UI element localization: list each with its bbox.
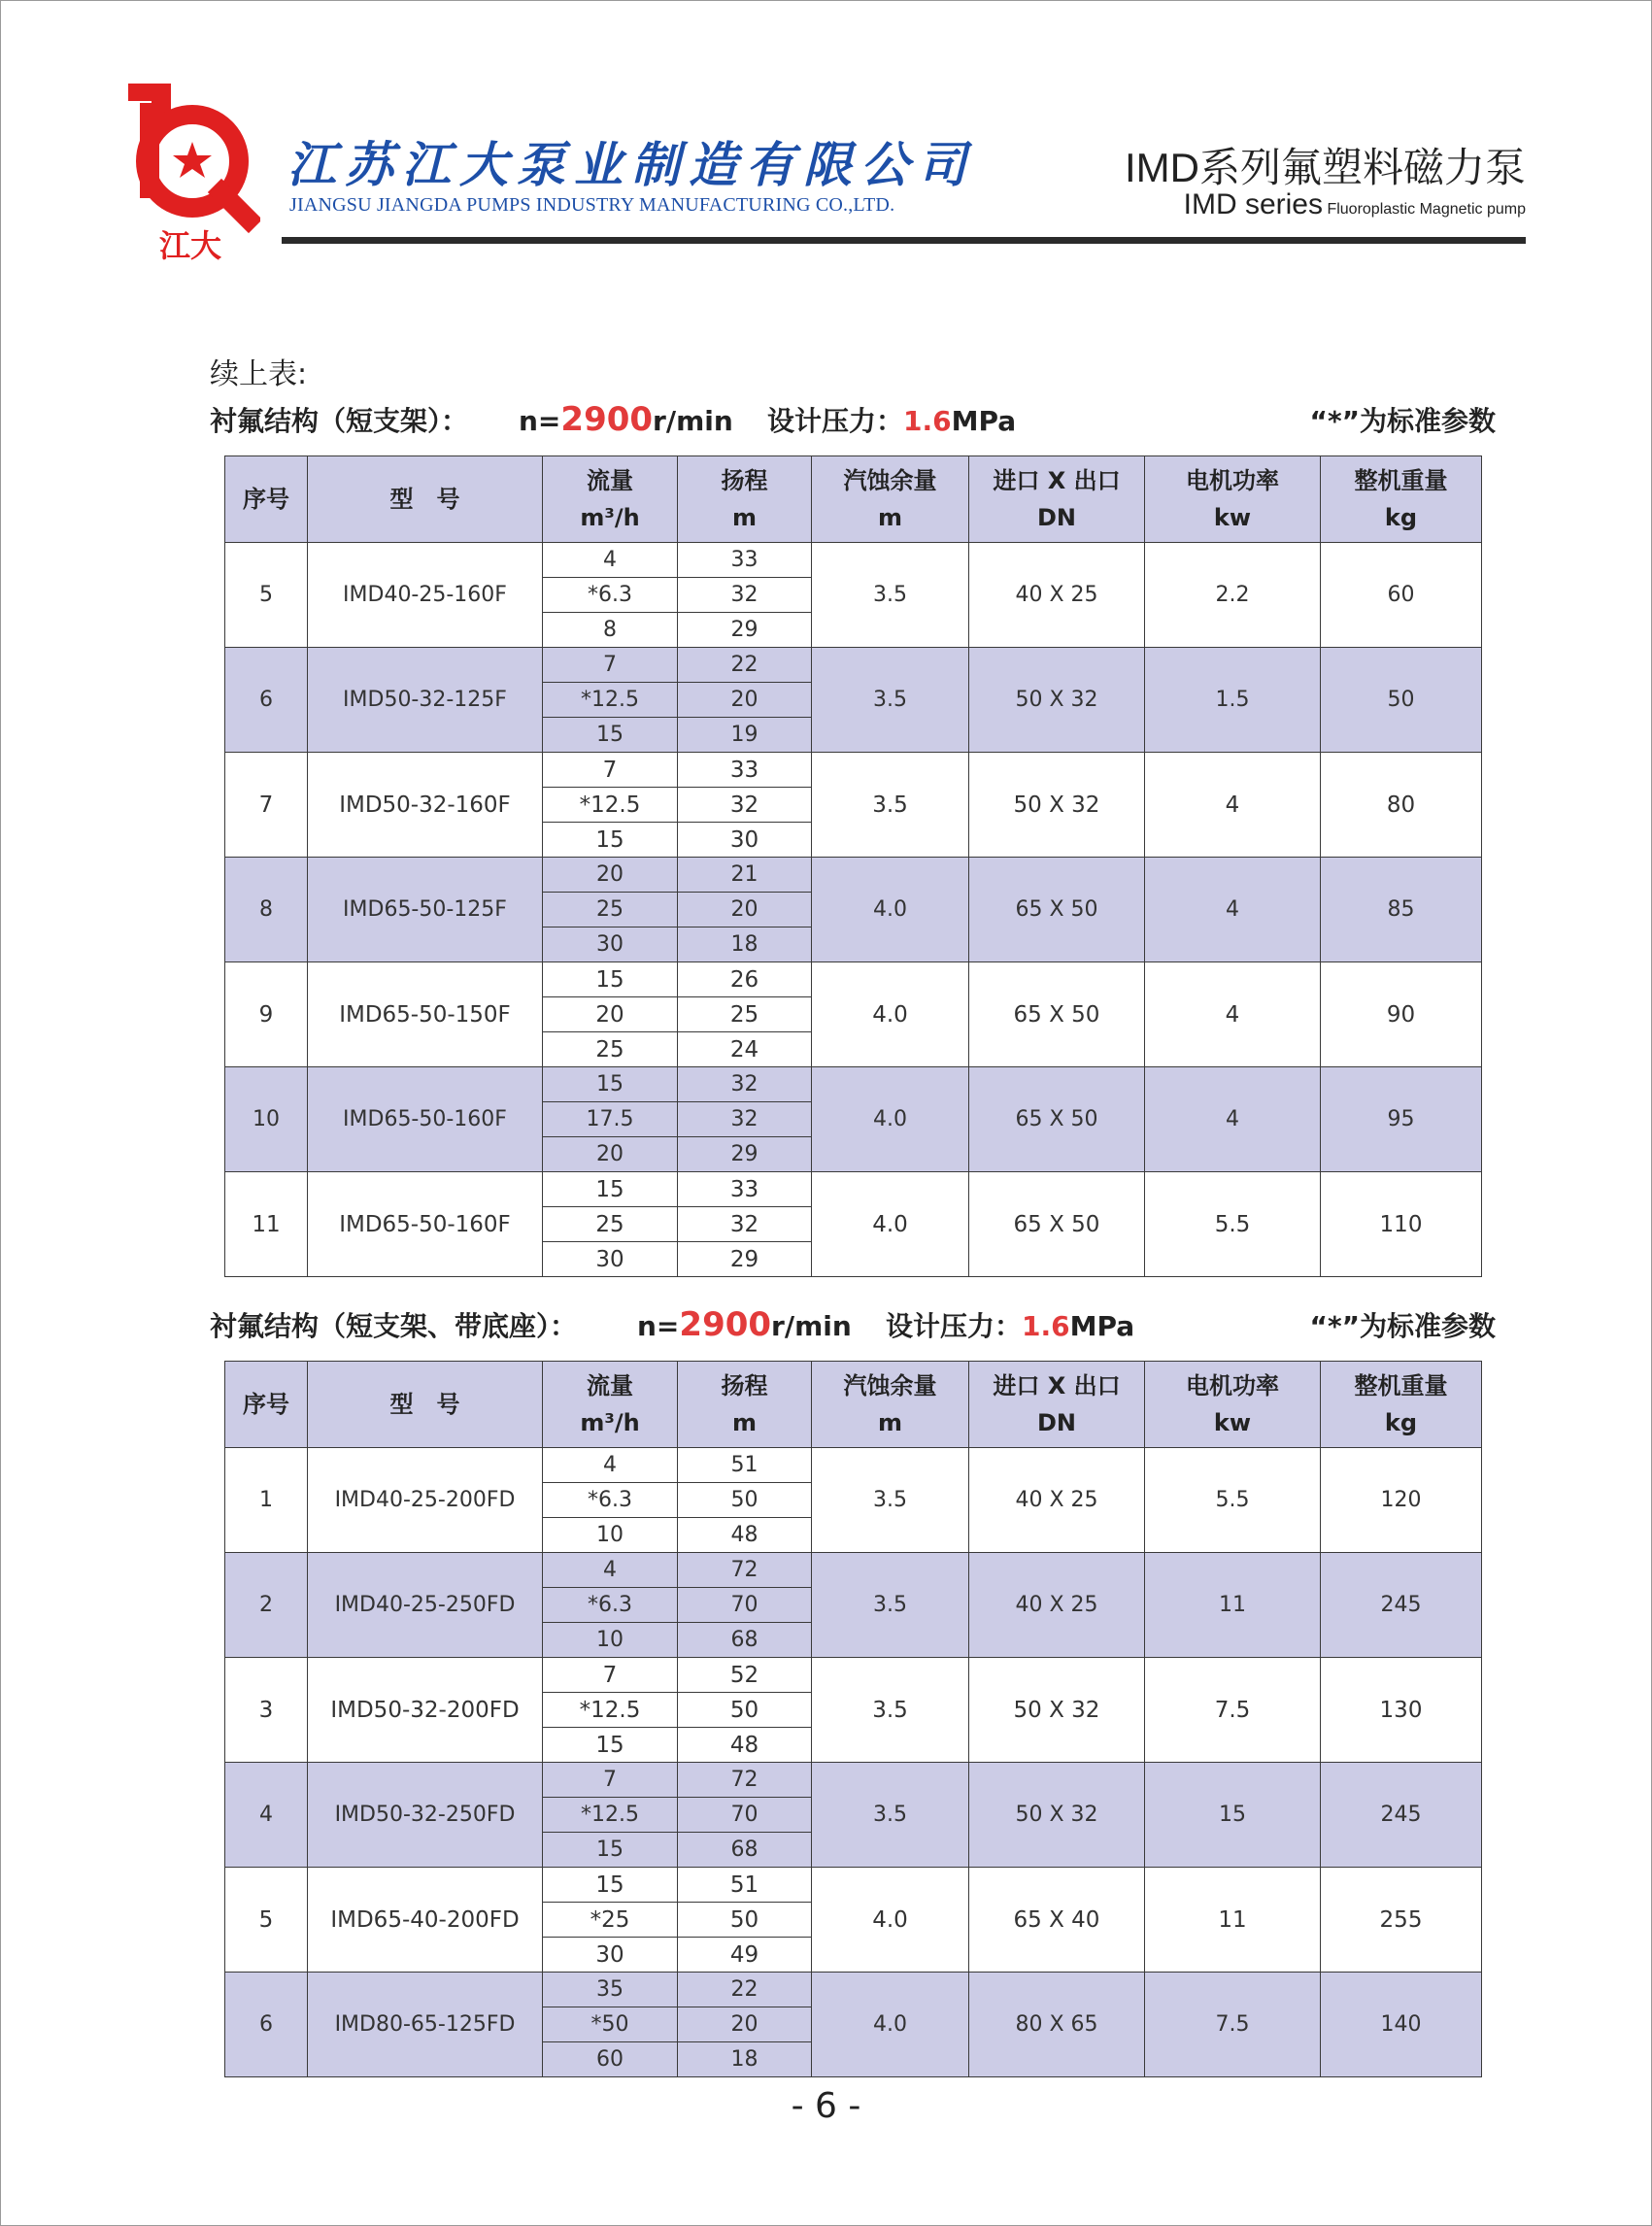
model-cell: IMD50-32-160F [308,753,543,858]
flow-cell: 7 [543,1658,678,1693]
serial-cell: 6 [225,1973,308,2077]
flow-cell: 4 [543,1448,678,1483]
column-header: 汽蚀余量 m [812,456,969,543]
npsh-cell: 3.5 [812,1763,969,1868]
head-cell: 25 [678,997,812,1032]
head-cell: 20 [678,683,812,718]
flow-cell: 10 [543,1518,678,1553]
weight-cell: 60 [1321,543,1482,648]
head-cell: 29 [678,1137,812,1172]
flow-cell: 30 [543,1242,678,1277]
npsh-cell: 4.0 [812,962,969,1067]
header-rule [282,237,1526,244]
table-row [225,1763,1482,1798]
head-cell: 51 [678,1448,812,1483]
flow-cell: 17.5 [543,1102,678,1137]
head-cell: 70 [678,1798,812,1833]
pressure-value: 1.6 [903,405,952,437]
table-row [225,543,1482,578]
speed-label: n=2900r/min [519,400,733,439]
npsh-cell: 4.0 [812,1067,969,1172]
flow-cell: 4 [543,543,678,578]
speed-value: 2900 [560,400,654,439]
column-header: 汽蚀余量 m [812,1362,969,1448]
model-cell: IMD65-50-150F [308,962,543,1067]
model-cell: IMD65-50-160F [308,1172,543,1277]
weight-cell: 120 [1321,1448,1482,1553]
head-cell: 48 [678,1518,812,1553]
flow-cell: 20 [543,997,678,1032]
npsh-cell: 3.5 [812,1448,969,1553]
flow-cell: 20 [543,1137,678,1172]
head-cell: 68 [678,1833,812,1868]
head-cell: 70 [678,1588,812,1623]
flow-cell: 25 [543,893,678,928]
dn-cell: 50 X 32 [969,1658,1145,1763]
dn-cell: 40 X 25 [969,543,1145,648]
npsh-cell: 4.0 [812,1172,969,1277]
pressure-label: 设计压力：1.6MPa [886,1310,1135,1342]
weight-cell: 80 [1321,753,1482,858]
flow-cell: *12.5 [543,1693,678,1728]
pressure-label: 设计压力：1.6MPa [767,405,1017,437]
power-cell: 1.5 [1145,648,1321,753]
serial-cell: 5 [225,1868,308,1973]
head-cell: 20 [678,2007,812,2042]
serial-cell: 4 [225,1763,308,1868]
spec-table-with-base [224,1361,1482,2077]
npsh-cell: 4.0 [812,858,969,962]
dn-cell: 40 X 25 [969,1448,1145,1553]
column-header: 型 号 [308,456,543,543]
column-header: 电机功率 kw [1145,1362,1321,1448]
flow-cell: 15 [543,1067,678,1102]
dn-cell: 65 X 50 [969,1172,1145,1277]
head-cell: 32 [678,1207,812,1242]
head-cell: 51 [678,1868,812,1903]
npsh-cell: 3.5 [812,648,969,753]
power-cell: 2.2 [1145,543,1321,648]
dn-cell: 50 X 32 [969,648,1145,753]
npsh-cell: 3.5 [812,1658,969,1763]
serial-cell: 10 [225,1067,308,1172]
serial-cell: 1 [225,1448,308,1553]
head-cell: 29 [678,1242,812,1277]
flow-cell: 15 [543,962,678,997]
table-row [225,1868,1482,1903]
product-title-en-sub: Fluoroplastic Magnetic pump [1327,201,1526,218]
weight-cell: 245 [1321,1553,1482,1658]
header-row [225,456,1482,543]
flow-cell: 35 [543,1973,678,2007]
flow-cell: 4 [543,1553,678,1588]
pressure-value: 1.6 [1022,1310,1070,1342]
weight-cell: 255 [1321,1868,1482,1973]
weight-cell: 85 [1321,858,1482,962]
model-cell: IMD50-32-200FD [308,1658,543,1763]
head-cell: 26 [678,962,812,997]
dn-cell: 65 X 50 [969,858,1145,962]
model-cell: IMD40-25-160F [308,543,543,648]
head-cell: 48 [678,1728,812,1763]
column-header: 整机重量 kg [1321,1362,1482,1448]
model-cell: IMD40-25-250FD [308,1553,543,1658]
standard-note: “*”为标准参数 [1309,1310,1496,1342]
speed-label: n=2900r/min [637,1305,852,1344]
dn-cell: 40 X 25 [969,1553,1145,1658]
head-cell: 29 [678,613,812,648]
column-header: 扬程 m [678,456,812,543]
structure-label: 衬氟结构（短支架）： [210,405,469,437]
serial-cell: 7 [225,753,308,858]
power-cell: 15 [1145,1763,1321,1868]
table-row [225,858,1482,893]
npsh-cell: 4.0 [812,1973,969,2077]
flow-cell: 25 [543,1207,678,1242]
serial-cell: 11 [225,1172,308,1277]
dn-cell: 65 X 50 [969,1067,1145,1172]
speed-value: 2900 [679,1305,772,1344]
dn-cell: 50 X 32 [969,1763,1145,1868]
weight-cell: 130 [1321,1658,1482,1763]
column-header: 型 号 [308,1362,543,1448]
page-number: - 6 - [791,2086,861,2126]
flow-cell: 15 [543,1833,678,1868]
npsh-cell: 3.5 [812,543,969,648]
head-cell: 33 [678,753,812,788]
serial-cell: 9 [225,962,308,1067]
weight-cell: 140 [1321,1973,1482,2077]
serial-cell: 6 [225,648,308,753]
dn-cell: 50 X 32 [969,753,1145,858]
table-row [225,648,1482,683]
column-header: 进口 X 出口 DN [969,456,1145,543]
flow-cell: 10 [543,1623,678,1658]
flow-cell: *12.5 [543,683,678,718]
model-cell: IMD80-65-125FD [308,1973,543,2077]
flow-cell: 7 [543,648,678,683]
head-cell: 22 [678,648,812,683]
company-logo [124,84,260,268]
flow-cell: 15 [543,823,678,858]
column-header: 进口 X 出口 DN [969,1362,1145,1448]
head-cell: 21 [678,858,812,893]
section-heading-2 [210,1305,1496,1344]
head-cell: 24 [678,1032,812,1067]
column-header: 序号 [225,456,308,543]
table-row [225,1172,1482,1207]
column-header: 电机功率 kw [1145,456,1321,543]
power-cell: 4 [1145,858,1321,962]
head-cell: 32 [678,1067,812,1102]
spec-table-short-bracket [224,455,1482,1277]
logo-text: 江大 [158,227,222,264]
head-cell: 19 [678,718,812,753]
model-cell: IMD65-50-125F [308,858,543,962]
flow-cell: 8 [543,613,678,648]
head-cell: 50 [678,1483,812,1518]
flow-cell: *6.3 [543,1483,678,1518]
product-title-en [1184,188,1526,221]
npsh-cell: 3.5 [812,753,969,858]
table-row [225,1448,1482,1483]
head-cell: 33 [678,543,812,578]
column-header: 整机重量 kg [1321,456,1482,543]
serial-cell: 2 [225,1553,308,1658]
table-row [225,1973,1482,2007]
table-row [225,1553,1482,1588]
standard-note: “*”为标准参数 [1309,405,1496,437]
section-heading-1 [210,400,1496,439]
head-cell: 52 [678,1658,812,1693]
power-cell: 4 [1145,1067,1321,1172]
flow-cell: 15 [543,1728,678,1763]
head-cell: 68 [678,1623,812,1658]
model-cell: IMD50-32-250FD [308,1763,543,1868]
flow-cell: *12.5 [543,788,678,823]
flow-cell: 7 [543,1763,678,1798]
continued-label: 续上表: [210,357,308,391]
head-cell: 72 [678,1553,812,1588]
head-cell: 20 [678,893,812,928]
product-title-cn: IMD系列氟塑料磁力泵 [1125,145,1526,190]
flow-cell: 20 [543,858,678,893]
head-cell: 72 [678,1763,812,1798]
dn-cell: 65 X 40 [969,1868,1145,1973]
column-header: 流量 m³/h [543,1362,678,1448]
flow-cell: 7 [543,753,678,788]
flow-cell: *50 [543,2007,678,2042]
table-row [225,962,1482,997]
table-row [225,753,1482,788]
model-cell: IMD50-32-125F [308,648,543,753]
head-cell: 30 [678,823,812,858]
serial-cell: 3 [225,1658,308,1763]
flow-cell: *6.3 [543,1588,678,1623]
power-cell: 7.5 [1145,1658,1321,1763]
model-cell: IMD65-40-200FD [308,1868,543,1973]
weight-cell: 95 [1321,1067,1482,1172]
power-cell: 5.5 [1145,1448,1321,1553]
model-cell: IMD40-25-200FD [308,1448,543,1553]
flow-cell: *25 [543,1903,678,1938]
weight-cell: 110 [1321,1172,1482,1277]
head-cell: 32 [678,1102,812,1137]
head-cell: 18 [678,928,812,962]
serial-cell: 8 [225,858,308,962]
column-header: 扬程 m [678,1362,812,1448]
weight-cell: 50 [1321,648,1482,753]
power-cell: 4 [1145,962,1321,1067]
flow-cell: 60 [543,2042,678,2077]
table-row [225,1067,1482,1102]
power-cell: 7.5 [1145,1973,1321,2077]
npsh-cell: 3.5 [812,1553,969,1658]
head-cell: 22 [678,1973,812,2007]
model-cell: IMD65-50-160F [308,1067,543,1172]
table-row [225,1658,1482,1693]
flow-cell: 15 [543,718,678,753]
column-header: 序号 [225,1362,308,1448]
company-name-cn: 江苏江大泵业制造有限公司 [287,136,975,193]
flow-cell: 15 [543,1172,678,1207]
weight-cell: 245 [1321,1763,1482,1868]
head-cell: 33 [678,1172,812,1207]
weight-cell: 90 [1321,962,1482,1067]
flow-cell: 15 [543,1868,678,1903]
company-name-en: JIANGSU JIANGDA PUMPS INDUSTRY MANUFACTURING CO.,LTD. [289,194,895,216]
head-cell: 50 [678,1903,812,1938]
structure-label: 衬氟结构（短支架、带底座）： [210,1310,578,1342]
dn-cell: 80 X 65 [969,1973,1145,2077]
flow-cell: *6.3 [543,578,678,613]
flow-cell: 30 [543,928,678,962]
power-cell: 5.5 [1145,1172,1321,1277]
head-cell: 18 [678,2042,812,2077]
product-title-en-main: IMD series [1183,188,1323,220]
power-cell: 4 [1145,753,1321,858]
power-cell: 11 [1145,1868,1321,1973]
flow-cell: *12.5 [543,1798,678,1833]
dn-cell: 65 X 50 [969,962,1145,1067]
npsh-cell: 4.0 [812,1868,969,1973]
column-header: 流量 m³/h [543,456,678,543]
head-cell: 32 [678,788,812,823]
flow-cell: 30 [543,1938,678,1973]
serial-cell: 5 [225,543,308,648]
head-cell: 50 [678,1693,812,1728]
power-cell: 11 [1145,1553,1321,1658]
header-row [225,1362,1482,1448]
head-cell: 49 [678,1938,812,1973]
head-cell: 32 [678,578,812,613]
flow-cell: 25 [543,1032,678,1067]
